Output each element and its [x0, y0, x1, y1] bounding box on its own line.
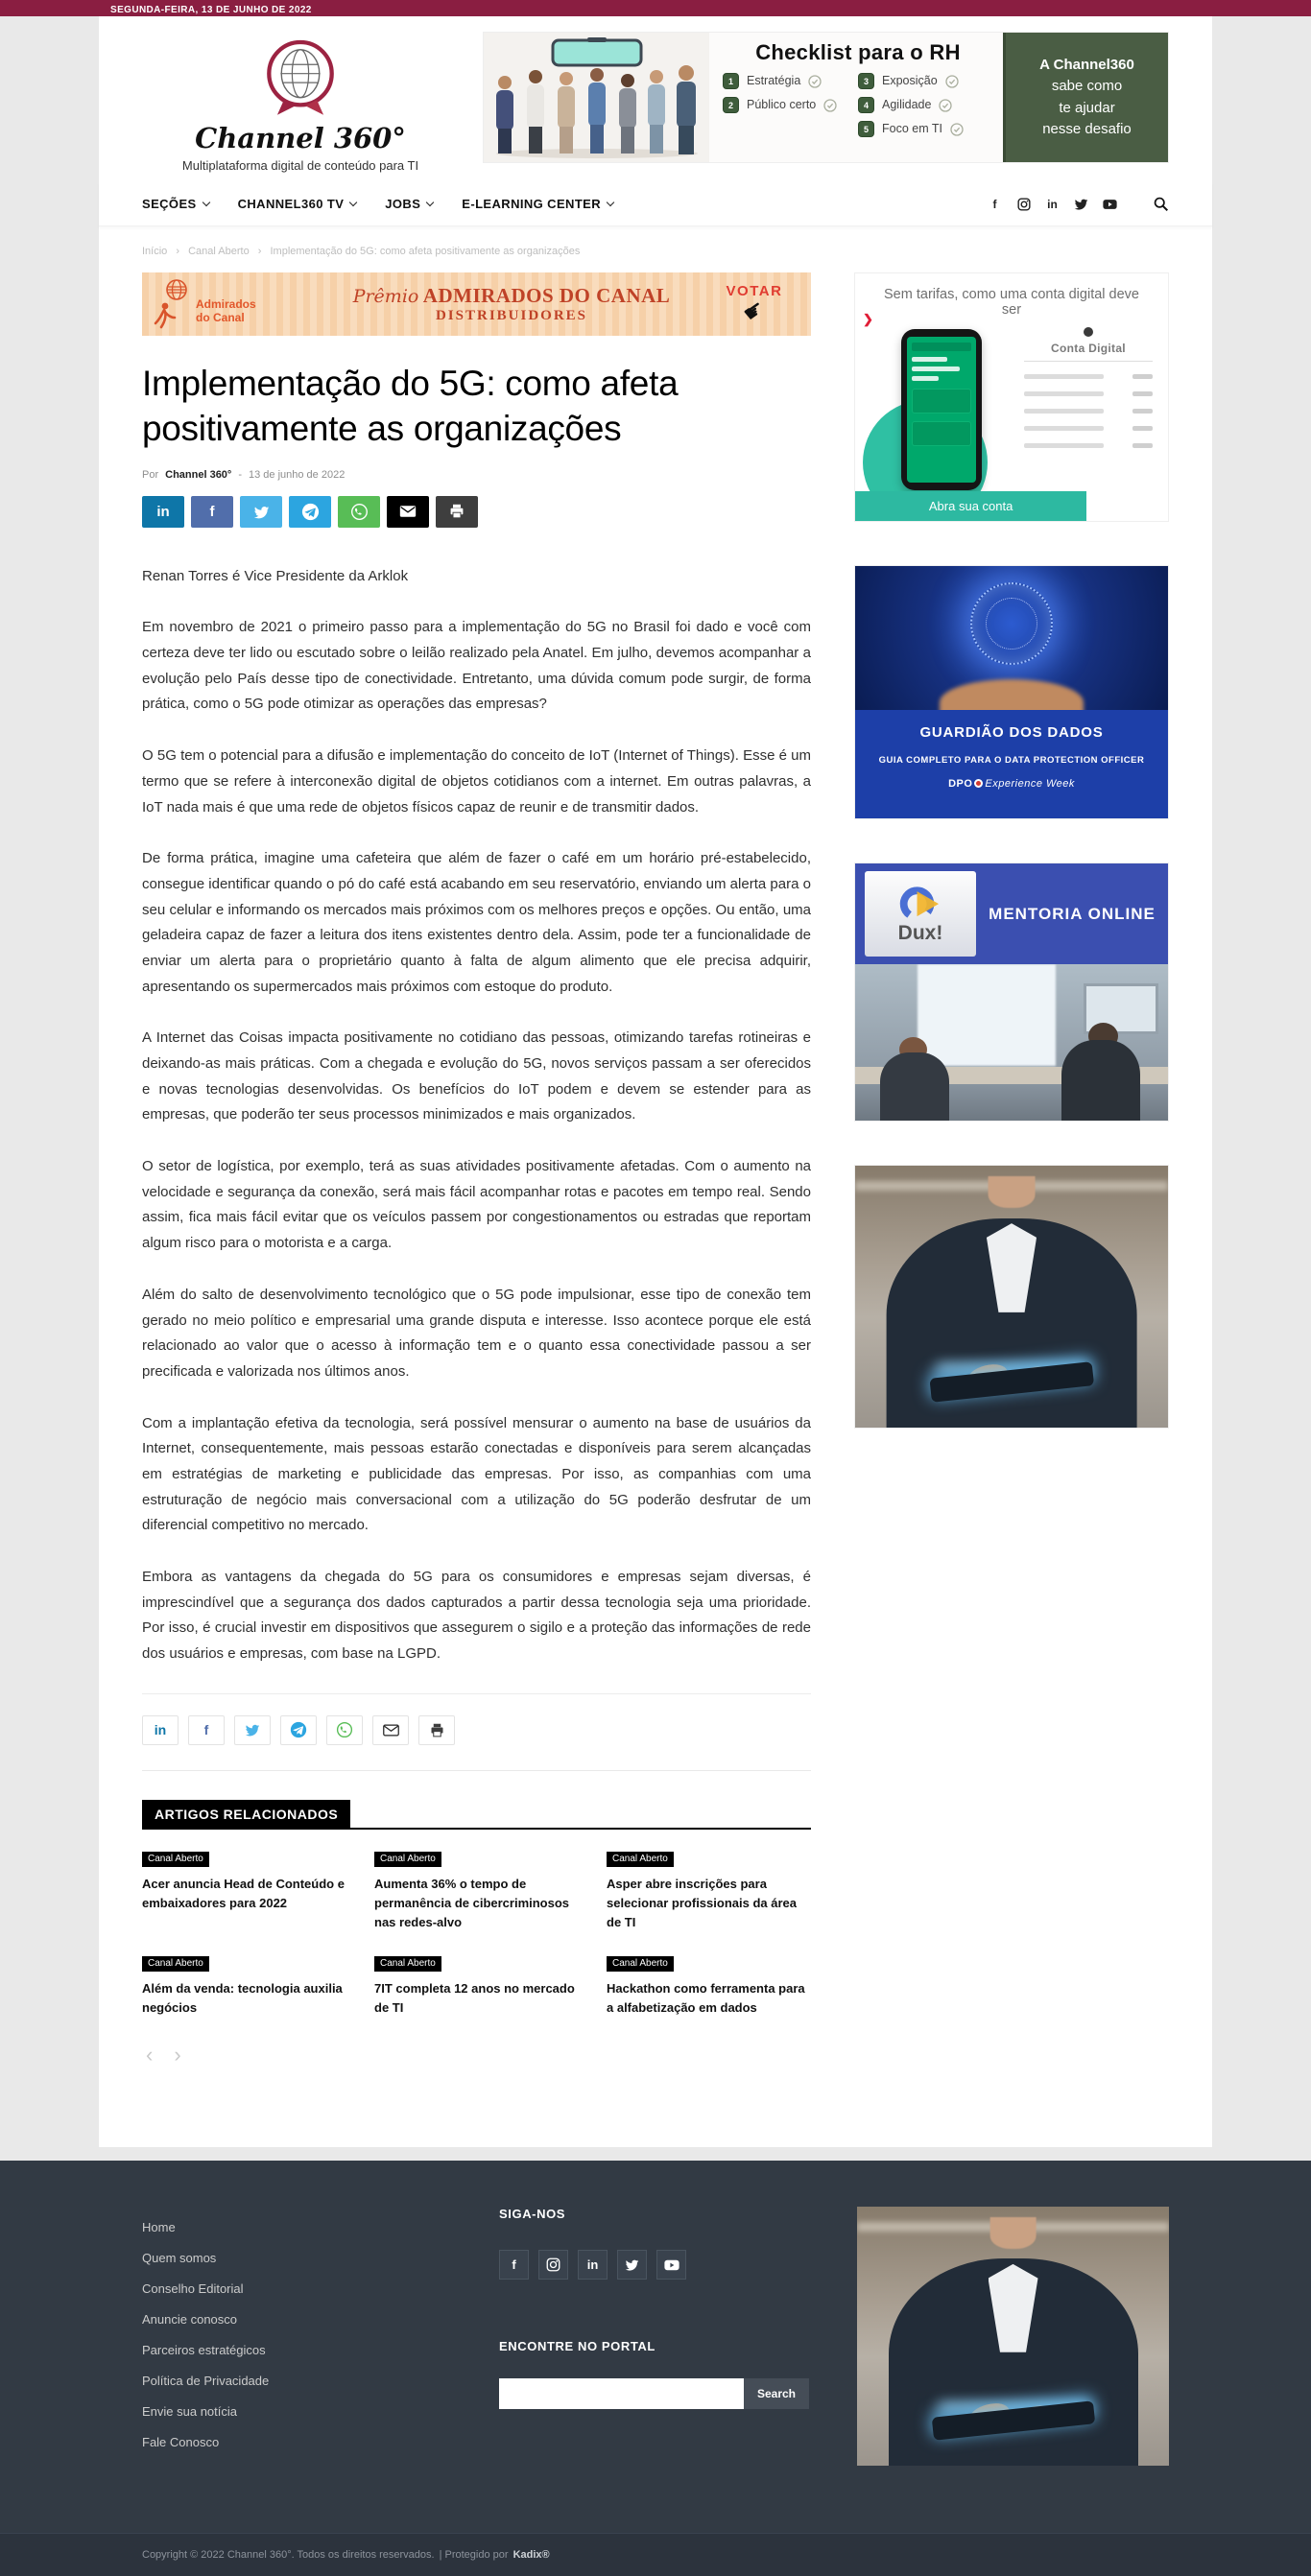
related-article-link[interactable]: Asper abre inscrições para selecionar profissionais da área de TI — [607, 1876, 797, 1930]
nav-item-channel360-tv[interactable]: CHANNEL360 TV — [238, 197, 357, 211]
dux-logo — [865, 871, 976, 957]
related-article — [374, 1849, 578, 1932]
chevron-down-icon — [349, 198, 357, 205]
footer-link-conselho[interactable]: Conselho Editorial — [142, 2281, 244, 2297]
related-article — [607, 1953, 810, 2018]
promo-title: Prêmio ADMIRADOS DO CANAL DISTRIBUIDORES — [352, 283, 671, 323]
top-date-bar — [0, 0, 1311, 16]
footer-link-envie-noticia[interactable]: Envie sua notícia — [142, 2404, 238, 2420]
print-button[interactable] — [418, 1715, 455, 1745]
footer-search-button[interactable]: Search — [744, 2378, 809, 2409]
man-with-tablet-photo — [857, 2207, 1169, 2466]
category-tag[interactable]: Canal Aberto — [142, 1956, 209, 1972]
dux-ad-title: MENTORIA ONLINE — [989, 904, 1156, 923]
facebook-share-button[interactable]: f — [191, 496, 233, 528]
item-number-badge: 5 — [858, 121, 874, 137]
banner-checklist — [709, 33, 1003, 162]
paragraph: A Internet das Coisas impacta positivamente no cotidiano das pessoas, otimizando tarefas rotineiras e deixando-as mais práticas. Com a chegada e evolução do 5G, novos serviços passam a ser oferecidos e novas tecnologias desenvolvidas. Os benefícios do IoT podem e devem se estender para as empresas, que poderão ter seus processos minimizados e mais organizados. — [142, 1029, 811, 1123]
paragraph: Com a implantação efetiva da tecnologia, será possível mensurar o aumento na base de usuários da Internet, consequentemente, mais pessoas estarão conectadas e disponíveis para serem alcançadas em estratégias de marketing e publicidade das empresas. Por isso, as companhias com uma estruturação de negócio mais conversacional com a utilização do 5G poderão desfrutar de um diferencial competitivo no mercado. — [142, 1414, 811, 1534]
category-tag[interactable]: Canal Aberto — [607, 1852, 674, 1867]
checklist-item — [858, 121, 993, 137]
follow-us-heading: SIGA-NOS — [499, 2207, 566, 2222]
banner-title: Checklist para o RH — [755, 40, 961, 64]
paragraph: Além do salto de desenvolvimento tecnológico que o 5G pode impulsionar, esse tipo de conexão tem gerado no meio político e empresarial uma grande disputa e interesse. Isso acontece porque ele está relacionado ao valor que o acesso à informação tem e o quanto essa conectividade passou a ser precificada e valorizada nos últimos anos. — [142, 1286, 811, 1380]
breadcrumb-section[interactable]: Canal Aberto — [188, 246, 250, 257]
telegram-share-button[interactable] — [280, 1715, 317, 1745]
item-number-badge: 2 — [723, 97, 739, 113]
page-card — [99, 16, 1212, 2147]
breadcrumb-separator: › — [176, 246, 180, 257]
footer-link-parceiros[interactable]: Parceiros estratégicos — [142, 2343, 266, 2358]
related-article-link[interactable]: 7IT completa 12 anos no mercado de TI — [374, 1981, 575, 2016]
article-byline — [142, 469, 811, 481]
check-circle-icon — [950, 123, 964, 136]
bank-fees-table — [1011, 325, 1155, 498]
banner-people-photo — [484, 33, 709, 162]
dux-wordmark: Dux! — [897, 921, 943, 944]
pointer-hand-icon: ☛ — [738, 295, 771, 328]
checklist-item — [723, 97, 858, 113]
facebook-share-button[interactable]: f — [188, 1715, 225, 1745]
sidebar — [854, 272, 1169, 2147]
item-number-badge: 4 — [858, 97, 874, 113]
admirados-logo-text: Admirados do Canal — [196, 297, 256, 324]
related-article — [374, 1953, 578, 2018]
cta-line: nesse desafio — [1042, 121, 1132, 137]
next-page-button[interactable]: › — [174, 2043, 181, 2068]
article-title: Implementação do 5G: como afeta positivamente as organizações — [142, 364, 679, 449]
related-articles-grid — [142, 1849, 811, 2019]
item-label: Foco em TI — [882, 121, 942, 135]
linkedin-icon[interactable]: in — [1047, 197, 1058, 211]
site-logo[interactable] — [142, 32, 459, 173]
linkedin-share-button[interactable]: in — [142, 496, 184, 528]
related-article-link[interactable]: Aumenta 36% o tempo de permanência de cibercriminosos nas redes-alvo — [374, 1876, 570, 1930]
category-tag[interactable]: Canal Aberto — [374, 1852, 441, 1867]
protected-by-text: | Protegido por — [439, 2549, 509, 2562]
twitter-share-button[interactable] — [234, 1715, 271, 1745]
breadcrumb — [99, 226, 1212, 267]
dpo-brand-logo: DPO Experience Week — [948, 778, 1075, 790]
open-account-button[interactable]: Abra sua conta — [855, 491, 1086, 521]
man-with-tablet-photo — [855, 1166, 1168, 1428]
footer-search-input[interactable] — [499, 2378, 744, 2409]
author-link[interactable]: Channel 360° — [165, 468, 232, 481]
whatsapp-share-button[interactable] — [338, 496, 380, 528]
logo-tagline: Multiplataforma digital de conteúdo para TI — [181, 158, 419, 173]
byline-prefix: Por — [142, 468, 159, 481]
linkedin-share-button[interactable]: in — [142, 1715, 179, 1745]
related-article-link[interactable]: Hackathon como ferramenta para a alfabetização em dados — [607, 1981, 805, 2016]
copyright-text: Copyright © 2022 Channel 360°. Todos os direitos reservados. — [142, 2549, 435, 2562]
current-date: SEGUNDA-FEIRA, 13 DE JUNHO DE 2022 — [110, 5, 312, 15]
bank-logo-dot — [1084, 327, 1093, 337]
cta-line: sabe como — [1051, 78, 1123, 94]
dpo-ad-title: GUARDIÃO DOS DADOS — [919, 724, 1104, 741]
whatsapp-share-button[interactable] — [326, 1715, 363, 1745]
facebook-icon[interactable]: f — [499, 2250, 529, 2280]
item-label: Exposição — [882, 73, 938, 87]
logo-wordmark: Channel 360° — [195, 122, 406, 154]
paragraph: O 5G tem o potencial para a difusão e implementação do conceito de IoT (Internet of Things). Esse é um termo que se refere à interconexão digital de objetos cotidianos com a internet. Em outras palavras, a IoT nada mais é que uma rede de objetos físicos capaz de reunir e de transmitir dados. — [142, 747, 811, 815]
footer-link-anuncie[interactable]: Anuncie conosco — [142, 2312, 238, 2328]
category-tag[interactable]: Canal Aberto — [142, 1852, 209, 1867]
email-share-button[interactable] — [372, 1715, 409, 1745]
main-navigation — [99, 182, 1212, 226]
article-body — [142, 564, 811, 1667]
related-article — [142, 1849, 346, 1932]
category-tag[interactable]: Canal Aberto — [374, 1956, 441, 1972]
item-number-badge: 1 — [723, 73, 739, 89]
dpo-guide-ad[interactable] — [854, 565, 1169, 819]
meeting-photo — [855, 964, 1168, 1122]
paragraph: O setor de logística, por exemplo, terá as suas atividades positivamente afetadas. Com o aumento na velocidade e segurança da conexão, será mais fácil acompanhar rotas e pacotes em tempo real. Sendo assim, fica mais fácil evitar que os veículos passem por congestionamentos ou estradas que reportam algum risco para o motorista e a carga. — [142, 1158, 811, 1252]
digital-bank-ad[interactable] — [854, 272, 1169, 522]
item-label: Público certo — [747, 97, 817, 111]
chevron-down-icon — [426, 198, 434, 205]
breadcrumb-current: Implementação do 5G: como afeta positivamente as organizações — [270, 246, 581, 257]
paragraph: Em novembro de 2021 o primeiro passo para a implementação do 5G no Brasil foi dado e você com certeza deve ter lido ou escutado sobre o leilão realizado pela Anatel. Em julho, devemos acompanhar a evolução pelo País desse tipo de conectividade. Entretanto, uma dúvida comum pode surgir, de forma prática, como o 5G pode otimizar as operações das empresas? — [142, 619, 811, 713]
site-header — [99, 16, 1212, 182]
divider — [142, 1770, 811, 1771]
globe-speech-bubble-icon — [142, 35, 459, 120]
footer-link-home[interactable]: Home — [142, 2220, 176, 2235]
copyright-bar — [0, 2533, 1311, 2576]
item-label: Agilidade — [882, 97, 932, 111]
admirados-logo-icon — [152, 277, 196, 331]
related-article — [142, 1953, 346, 2018]
chevron-down-icon — [202, 198, 209, 205]
publish-date: 13 de junho de 2022 — [249, 468, 346, 481]
twitter-icon[interactable] — [617, 2250, 647, 2280]
cta-line: te ajudar — [1059, 99, 1115, 116]
email-share-button[interactable] — [387, 496, 429, 528]
breadcrumb-separator: › — [257, 246, 262, 257]
item-number-badge: 3 — [858, 73, 874, 89]
nav-item-jobs[interactable]: JOBS — [385, 197, 433, 211]
footer-link-privacidade[interactable]: Política de Privacidade — [142, 2374, 270, 2389]
bank-phone-mockup — [876, 325, 1011, 498]
category-tag[interactable]: Canal Aberto — [607, 1956, 674, 1972]
instagram-icon[interactable] — [1016, 197, 1031, 211]
kadix-brand: Kadix® — [512, 2549, 550, 2562]
facebook-icon[interactable]: f — [992, 197, 997, 211]
share-buttons — [142, 496, 811, 528]
vote-button[interactable]: VOTAR ☛ — [726, 283, 783, 328]
check-circle-icon — [945, 75, 959, 88]
share-buttons-bottom — [142, 1693, 811, 1745]
premio-admirados-banner[interactable] — [142, 272, 811, 336]
nav-item-secoes[interactable]: SEÇÕES — [142, 197, 209, 211]
chevron-right-icon: ❯ — [863, 312, 873, 326]
telegram-share-button[interactable] — [289, 496, 331, 528]
check-circle-icon — [939, 99, 952, 112]
search-icon[interactable] — [1153, 196, 1169, 212]
twitter-icon[interactable] — [1074, 197, 1088, 211]
dux-mentoria-ad[interactable] — [854, 863, 1169, 1122]
related-article — [607, 1849, 810, 1932]
checklist-item — [723, 73, 858, 89]
footer-social — [499, 2250, 857, 2280]
item-label: Estratégia — [747, 73, 801, 87]
footer-links — [142, 2207, 499, 2466]
paragraph: Renan Torres é Vice Presidente da Arklok — [142, 567, 409, 584]
data-sphere-photo — [855, 566, 1168, 710]
nav-item-elearning[interactable]: E-LEARNING CENTER — [462, 197, 613, 211]
cta-line: A Channel360 — [1039, 56, 1134, 73]
related-article-link[interactable]: Além da venda: tecnologia auxilia negócios — [142, 1981, 343, 2016]
related-articles-heading: ARTIGOS RELACIONADOS — [142, 1800, 811, 1830]
checklist-item — [858, 97, 993, 113]
header-banner-ad[interactable] — [483, 32, 1169, 163]
related-article-link[interactable]: Acer anuncia Head de Conteúdo e embaixadores para 2022 — [142, 1876, 345, 1910]
linkedin-icon[interactable]: in — [578, 2250, 608, 2280]
youtube-icon[interactable] — [1103, 197, 1117, 211]
bank-table-title: Conta Digital — [1024, 342, 1153, 362]
chevron-down-icon — [607, 198, 614, 205]
instagram-icon[interactable] — [538, 2250, 568, 2280]
related-pagination — [146, 2044, 811, 2147]
paragraph: Embora as vantagens da chegada do 5G para os consumidores e empresas sejam diversas, é imprescindível que a segurança dos dados capturados a partir dessa tecnologia seja uma prioridade. Por isso, é crucial investir em dispositivos que assegurem o sigilo e a proteção das informações de rede dos usuários e empresas, com base na LGPD. — [142, 1569, 811, 1663]
checklist-item — [858, 73, 993, 89]
twitter-share-button[interactable] — [240, 496, 282, 528]
youtube-icon[interactable] — [656, 2250, 686, 2280]
find-portal-heading: ENCONTRE NO PORTAL — [499, 2339, 656, 2354]
check-circle-icon — [808, 75, 822, 88]
bank-ad-headline: Sem tarifas, como uma conta digital deve ser — [884, 287, 1139, 318]
site-footer — [0, 2161, 1311, 2576]
paragraph: De forma prática, imagine uma cafeteira que além de fazer o café em um horário pré-estabelecido, consegue identificar quando o pó do café está acabando em seu reservatório, enviando um alerta para o seu celular e informando os mercados mais próximos com os melhores preços e opções. Ou então, uma geladeira capaz de fazer a leitura dos itens existentes dentro dela. Assim, pode ter a funcionalidade de enviar um alerta para o proprietário quanto à falta de algum alimento que ele precisa adquirir, apresentando os supermercados mais próximos com estoque do produto. — [142, 850, 811, 995]
check-circle-icon — [823, 99, 837, 112]
byline-dash: - — [238, 468, 242, 481]
print-button[interactable] — [436, 496, 478, 528]
footer-link-fale-conosco[interactable]: Fale Conosco — [142, 2435, 220, 2450]
breadcrumb-home[interactable]: Início — [142, 246, 168, 257]
dpo-ad-subtitle: GUIA COMPLETO PARA O DATA PROTECTION OFFICER — [878, 755, 1145, 766]
banner-cta-box — [1003, 33, 1168, 162]
tablet-man-ad[interactable] — [854, 1165, 1169, 1429]
prev-page-button[interactable]: ‹ — [146, 2043, 154, 2068]
footer-link-quem-somos[interactable]: Quem somos — [142, 2251, 217, 2266]
